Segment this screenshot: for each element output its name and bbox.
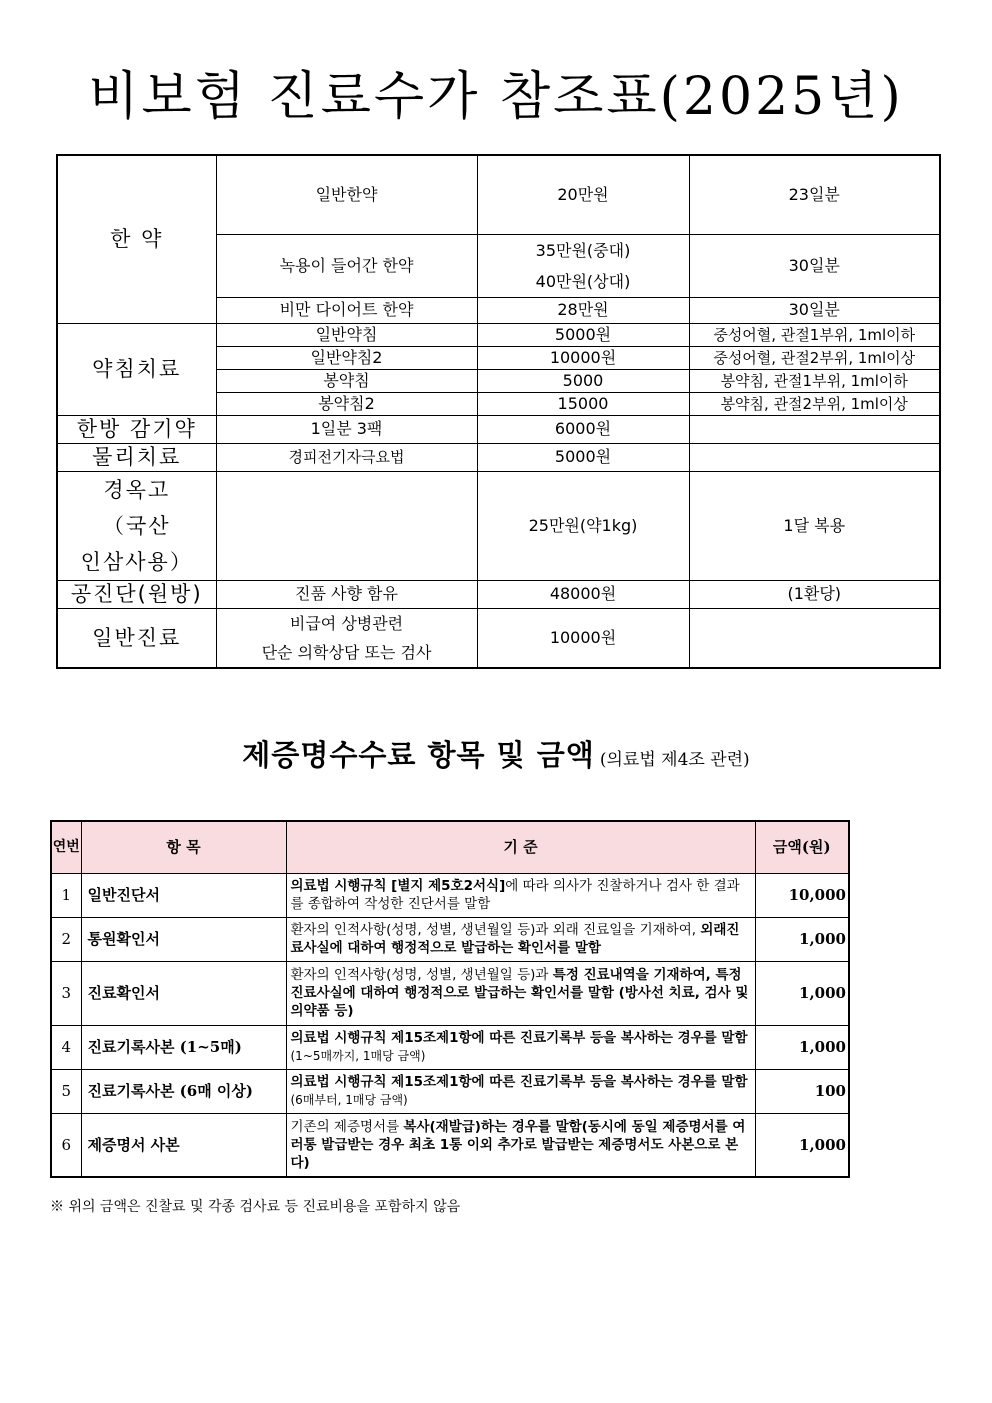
price-cell: 5000 — [477, 369, 689, 392]
price-cell: 25만원(약1kg) — [477, 471, 689, 580]
certificate-title: 제증명수수료 항목 및 금액 — [242, 738, 595, 772]
table-row — [51, 1025, 849, 1069]
row-no: 2 — [51, 917, 81, 961]
row-no: 3 — [51, 961, 81, 1025]
item-cell: 1일분 3팩 — [216, 415, 477, 443]
category-physical-therapy: 물리치료 — [57, 443, 216, 471]
item-cell: 봉약침 — [216, 369, 477, 392]
category-gyeongokgo — [57, 471, 216, 580]
row-amount: 100 — [755, 1069, 849, 1113]
criteria-bold: 복사(재발급)하는 경우를 말함(동시에 동일 제증명서를 여러통 발급받는 경우 최초 1통 이외 추가로 발급받는 제증명서도 사본으로 본다) — [290, 1118, 746, 1171]
table-row — [57, 471, 940, 580]
note-cell: 1달 복용 — [689, 471, 940, 580]
category-line: 경옥고 — [103, 477, 171, 502]
header-no: 연번 — [51, 821, 81, 873]
item-cell: 일반약침2 — [216, 346, 477, 369]
note-cell — [689, 415, 940, 443]
category-gongjindan: 공진단(원방) — [57, 580, 216, 608]
row-item: 진료확인서 — [81, 961, 286, 1025]
category-herbal: 한 약 — [57, 155, 216, 323]
criteria-text: (1~5매까지, 1매당 금액) — [290, 1049, 426, 1063]
note-cell: 봉약침, 관절1부위, 1ml이하 — [689, 369, 940, 392]
row-amount: 10,000 — [755, 873, 849, 917]
row-criteria — [286, 961, 755, 1025]
criteria-text: 기존의 제증명서를 — [290, 1118, 404, 1135]
item-line: 비급여 상병관련 — [289, 613, 404, 633]
price-cell: 10000원 — [477, 608, 689, 668]
certificate-table — [50, 820, 850, 1178]
table-row — [51, 1113, 849, 1177]
certificate-subtitle: (의료법 제4조 관련) — [599, 750, 750, 770]
note-cell: 중성어혈, 관절2부위, 1ml이상 — [689, 346, 940, 369]
table-row — [57, 580, 940, 608]
criteria-text: (6매부터, 1매당 금액) — [290, 1093, 408, 1107]
note-cell: 봉약침, 관절2부위, 1ml이상 — [689, 392, 940, 415]
row-criteria — [286, 1113, 755, 1177]
row-no: 1 — [51, 873, 81, 917]
price-cell: 5000원 — [477, 323, 689, 346]
row-item: 일반진단서 — [81, 873, 286, 917]
item-cell: 일반한약 — [216, 155, 477, 234]
category-general: 일반진료 — [57, 608, 216, 668]
price-line: 40만원(상대) — [535, 271, 631, 291]
row-item: 제증명서 사본 — [81, 1113, 286, 1177]
header-criteria: 기 준 — [286, 821, 755, 873]
category-line: 인삼사용） — [80, 549, 193, 574]
item-cell: 봉약침2 — [216, 392, 477, 415]
row-no: 5 — [51, 1069, 81, 1113]
note-cell: 중성어혈, 관절1부위, 1ml이하 — [689, 323, 940, 346]
row-no: 6 — [51, 1113, 81, 1177]
item-line: 단순 의학상담 또는 검사 — [261, 642, 432, 662]
row-item: 진료기록사본 (6매 이상) — [81, 1069, 286, 1113]
note-cell: 30일분 — [689, 234, 940, 297]
item-cell: 녹용이 들어간 한약 — [216, 234, 477, 297]
category-line: （국산 — [102, 513, 171, 538]
note-cell — [689, 608, 940, 668]
price-cell: 28만원 — [477, 297, 689, 323]
table-row — [57, 155, 940, 234]
row-amount: 1,000 — [755, 961, 849, 1025]
price-cell — [477, 234, 689, 297]
row-item: 통원확인서 — [81, 917, 286, 961]
table-row — [51, 1069, 849, 1113]
item-cell — [216, 608, 477, 668]
row-criteria — [286, 1025, 755, 1069]
criteria-bold: 특정 진료내역을 기재하여, 특정 진료사실에 대하여 행정적으로 발급하는 확인서를 말함 (방사선 치료, 검사 및 의약품 등) — [290, 967, 749, 1019]
table-row — [51, 917, 849, 961]
criteria-text: 환자의 인적사항(성명, 성별, 생년월일 등)과 외래 진료일을 기재하여, — [290, 922, 701, 938]
item-cell: 진품 사향 함유 — [216, 580, 477, 608]
page-title: 비보험 진료수가 참조표(2025년) — [88, 67, 904, 127]
table-row — [57, 443, 940, 471]
price-cell: 15000 — [477, 392, 689, 415]
row-amount: 1,000 — [755, 917, 849, 961]
table-row — [57, 415, 940, 443]
header-amount: 금액(원) — [755, 821, 849, 873]
item-cell: 일반약침 — [216, 323, 477, 346]
category-acupuncture: 약침치료 — [57, 323, 216, 415]
price-cell: 10000원 — [477, 346, 689, 369]
row-item: 진료기록사본 (1~5매) — [81, 1025, 286, 1069]
row-no: 4 — [51, 1025, 81, 1069]
price-cell: 20만원 — [477, 155, 689, 234]
certificate-section-title — [0, 733, 992, 774]
footnote: ※ 위의 금액은 진찰료 및 각종 검사료 등 진료비용을 포함하지 않음 — [50, 1199, 461, 1215]
table-header-row — [51, 821, 849, 873]
note-cell: 30일분 — [689, 297, 940, 323]
item-cell: 경피전기자극요법 — [216, 443, 477, 471]
note-cell: (1환당) — [689, 580, 940, 608]
row-amount: 1,000 — [755, 1113, 849, 1177]
price-cell: 48000원 — [477, 580, 689, 608]
criteria-bold: 의료법 시행규칙 제15조제1항에 따른 진료기록부 등을 복사하는 경우를 말함 — [290, 1074, 748, 1090]
table-row — [51, 961, 849, 1025]
price-line: 35만원(중대) — [535, 240, 631, 260]
fee-table — [56, 154, 941, 669]
criteria-text: 환자의 인적사항(성명, 성별, 생년월일 등)과 — [290, 967, 553, 983]
criteria-text: 에 따라 의사가 진찰하거나 검사 한 결과를 종합하여 작성한 진단서를 말함 — [290, 878, 740, 912]
table-row — [51, 873, 849, 917]
price-cell: 6000원 — [477, 415, 689, 443]
criteria-bold: 의료법 시행규칙 제15조제1항에 따른 진료기록부 등을 복사하는 경우를 말함 — [290, 1030, 748, 1046]
table-row — [57, 608, 940, 668]
row-amount: 1,000 — [755, 1025, 849, 1069]
note-cell: 23일분 — [689, 155, 940, 234]
row-criteria — [286, 1069, 755, 1113]
criteria-bold: 의료법 시행규칙 [별지 제5호2서식] — [290, 878, 506, 894]
category-cold-medicine: 한방 감기약 — [57, 415, 216, 443]
item-cell — [216, 471, 477, 580]
row-criteria — [286, 873, 755, 917]
criteria-bold: 외래진료사실에 대하여 행정적으로 발급하는 확인서를 말함 — [290, 922, 740, 956]
row-criteria — [286, 917, 755, 961]
header-item: 항 목 — [81, 821, 286, 873]
item-cell: 비만 다이어트 한약 — [216, 297, 477, 323]
table-row — [57, 323, 940, 346]
note-cell — [689, 443, 940, 471]
price-cell: 5000원 — [477, 443, 689, 471]
